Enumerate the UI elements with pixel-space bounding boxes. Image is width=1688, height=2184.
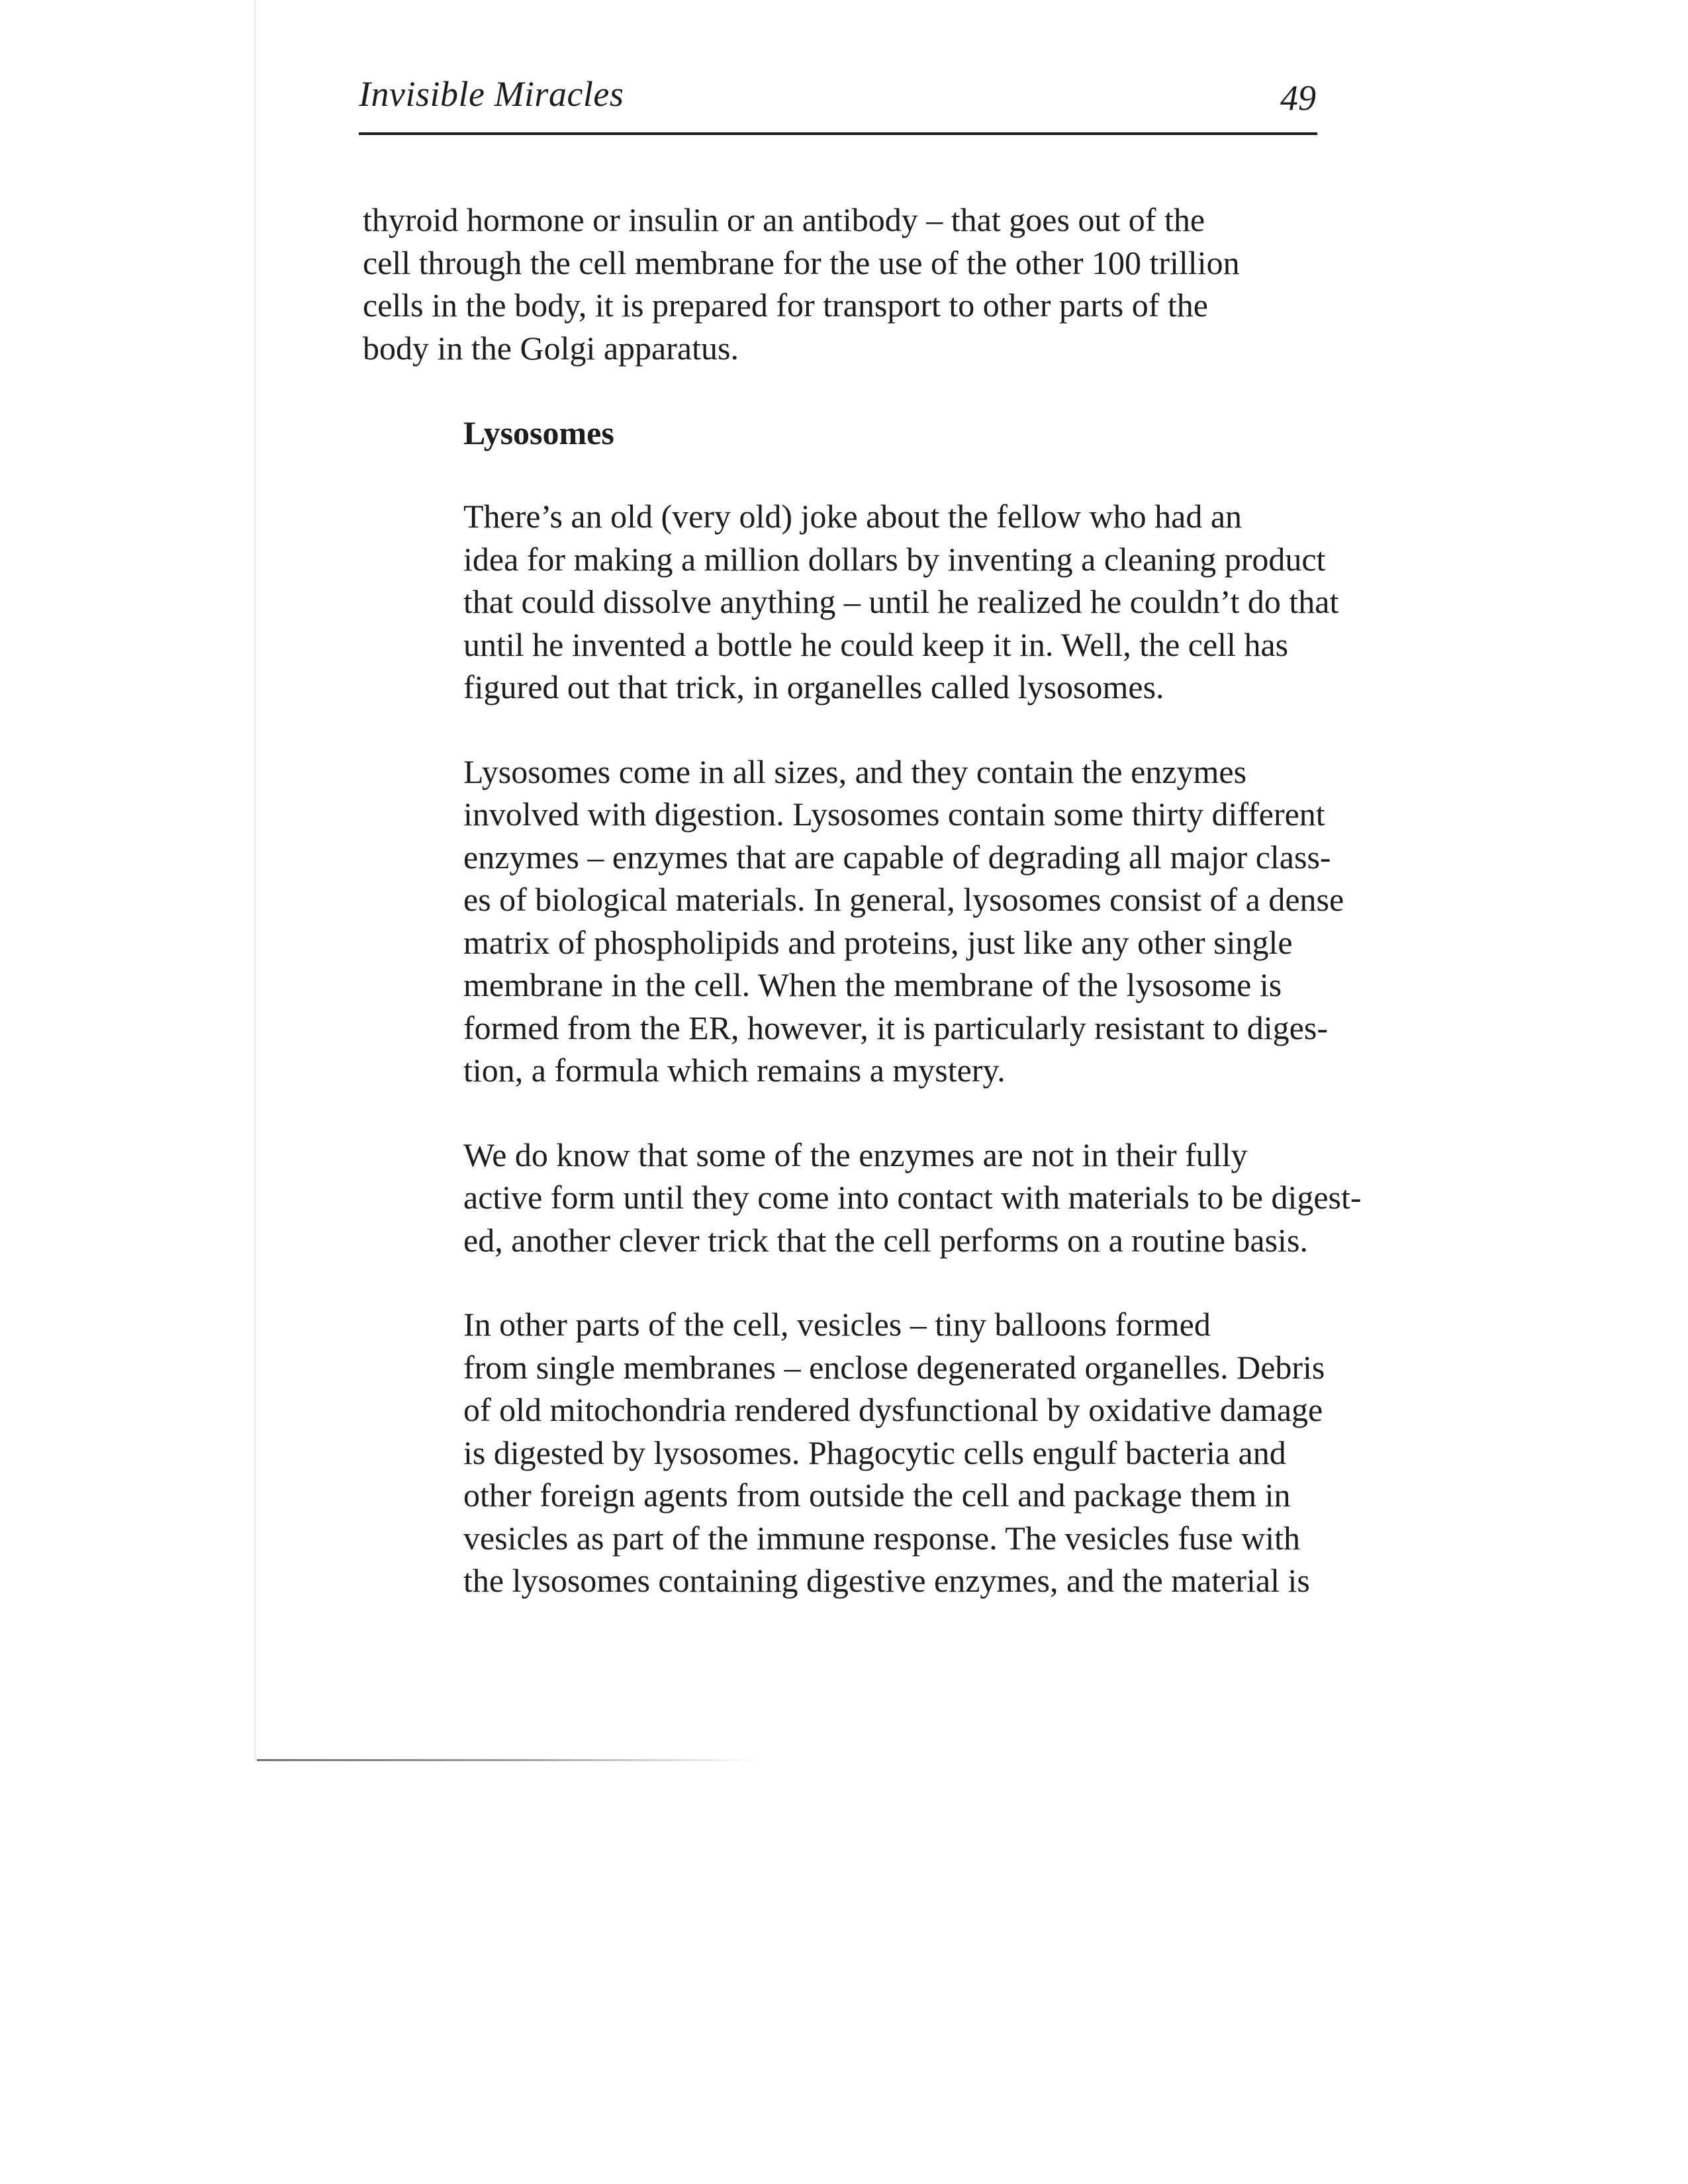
text-line: other foreign agents from outside the cell and package them in <box>463 1477 1291 1514</box>
text-line: figured out that trick, in organelles called lysosomes. <box>463 668 1164 705</box>
text-line: membrane in the cell. When the membrane of the lysosome is <box>463 966 1282 1003</box>
text-line: involved with digestion. Lysosomes contain some thirty different <box>463 796 1325 833</box>
body-text <box>363 199 1362 1644</box>
paragraph-lysosome-enzymes <box>363 751 1344 1092</box>
text-line: matrix of phospholipids and proteins, just like any other single <box>463 923 1293 961</box>
text-line: cells in the body, it is prepared for transport to other parts of the <box>363 287 1208 324</box>
page-left-edge <box>254 0 256 1760</box>
text-line: cell through the cell membrane for the use of the other 100 trillion <box>363 244 1240 281</box>
text-line: that could dissolve anything – until he realized he couldn’t do that <box>463 583 1339 620</box>
text-line: es of biological materials. In general, lysosomes consist of a dense <box>463 881 1344 918</box>
text-line: tion, a formula which remains a mystery. <box>463 1052 1006 1089</box>
paragraph-enzyme-activation <box>363 1134 1362 1262</box>
text-line: idea for making a million dollars by inventing a cleaning product <box>463 540 1326 578</box>
text-line: from single membranes – enclose degenerated organelles. Debris <box>463 1348 1325 1386</box>
page-bottom-edge <box>257 1759 760 1761</box>
text-line: ed, another clever trick that the cell performs on a routine basis. <box>463 1221 1308 1259</box>
text-line: There’s an old (very old) joke about the fellow who had an <box>463 498 1243 535</box>
text-line: enzymes – enzymes that are capable of degrading all major class- <box>463 838 1331 876</box>
continuation-paragraph <box>363 199 1323 369</box>
text-line: active form until they come into contact with materials to be digest- <box>463 1179 1362 1216</box>
running-title: Invisible Miracles <box>359 74 624 114</box>
text-line: is digested by lysosomes. Phagocytic cells engulf bacteria and <box>463 1433 1286 1471</box>
text-line: vesicles as part of the immune response. The vesicles fuse with <box>463 1519 1301 1557</box>
text-line: We do know that some of the enzymes are not in their fully <box>463 1136 1248 1173</box>
text-line: thyroid hormone or insulin or an antibody – that goes out of the <box>363 201 1205 238</box>
section-heading-lysosomes: Lysosomes <box>463 414 614 451</box>
running-header <box>359 71 1317 135</box>
text-line: formed from the ER, however, it is particularly resistant to diges- <box>463 1009 1328 1046</box>
text-line: body in the Golgi apparatus. <box>363 329 739 367</box>
paragraph-joke <box>363 495 1339 709</box>
text-line: until he invented a bottle he could keep it in. Well, the cell has <box>463 625 1289 663</box>
text-line: Lysosomes come in all sizes, and they contain the enzymes <box>463 752 1247 790</box>
paragraph-vesicles <box>363 1303 1323 1602</box>
text-line: of old mitochondria rendered dysfunctional by oxidative damage <box>463 1391 1323 1428</box>
page-number: 49 <box>1280 78 1316 118</box>
text-line: the lysosomes containing digestive enzymes, and the material is <box>463 1562 1310 1599</box>
text-line: In other parts of the cell, vesicles – tiny balloons formed <box>463 1306 1211 1343</box>
